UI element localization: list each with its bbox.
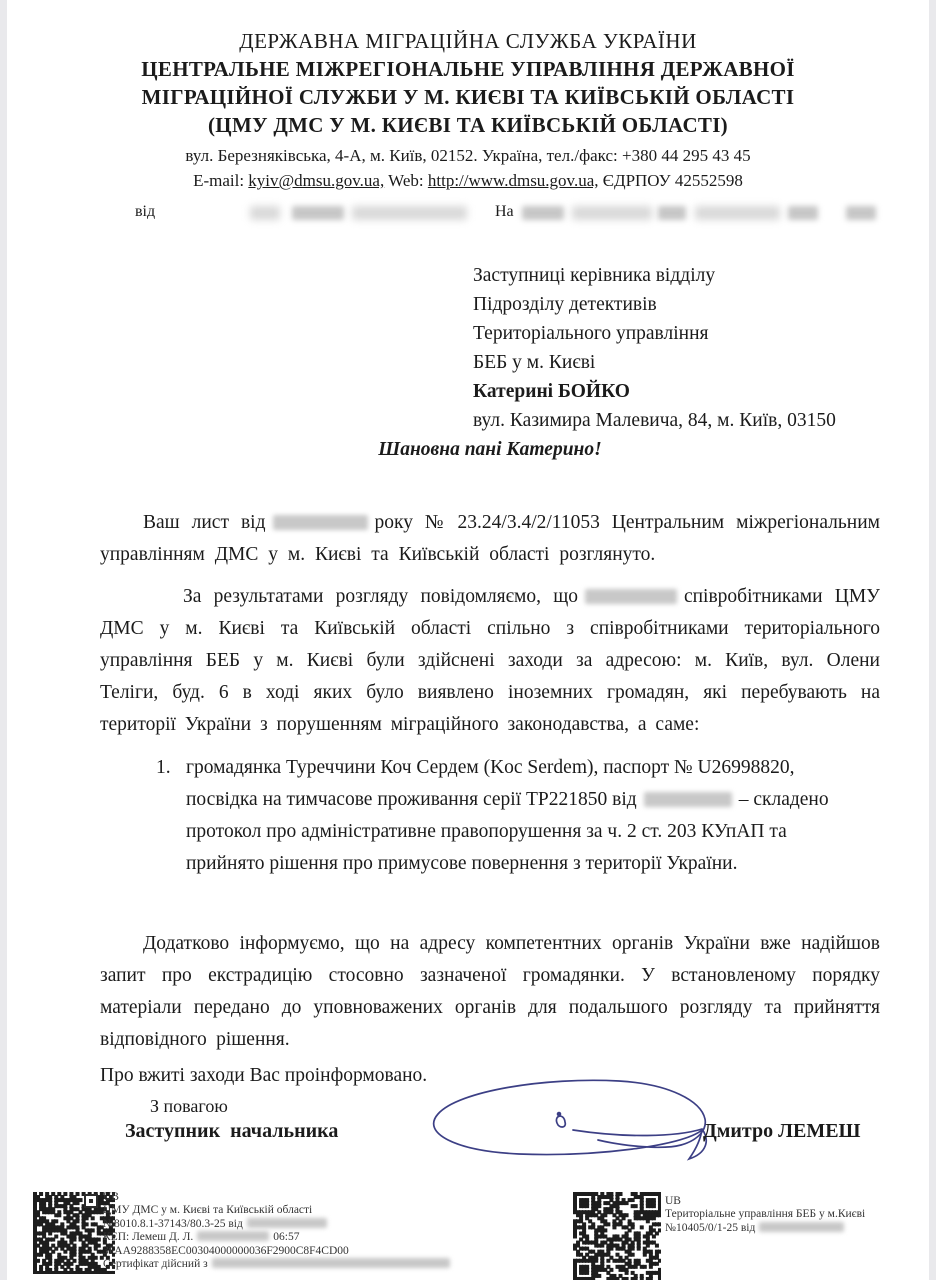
list-item-text <box>186 752 868 880</box>
redaction-blob <box>788 206 818 220</box>
redaction-blob <box>197 1231 269 1241</box>
addressee-line: Заступниці керівника відділу <box>473 265 716 286</box>
redaction-blob <box>846 206 876 220</box>
addressee-block <box>473 261 893 435</box>
stamp-org-code: UB <box>665 1195 681 1207</box>
email-label: E-mail: <box>193 171 249 190</box>
stamp-text: №8010.8.1-37143/80.3-25 від <box>103 1217 243 1230</box>
paragraph-intro <box>100 507 880 571</box>
stamp-org-name: ЦМУ ДМС у м. Києві та Київській області <box>103 1204 313 1217</box>
stamp-doc-number <box>103 1218 473 1231</box>
department-name-line1: ЦЕНТРАЛЬНЕ МІЖРЕГІОНАЛЬНЕ УПРАВЛІННЯ ДЕРЖАВНОЇ <box>141 57 795 81</box>
stamp-org-name: Територіальне управління БЕБ у м.Києві <box>665 1208 866 1221</box>
web-label: Web: <box>384 171 428 190</box>
handwritten-signature <box>413 1070 725 1168</box>
redaction-blob <box>658 206 686 220</box>
salutation: Шановна пані Катерино! <box>378 439 602 460</box>
redaction-blob <box>695 206 780 220</box>
addressee-line: БЕБ у м. Києві <box>473 352 596 373</box>
letterhead-contacts <box>63 168 873 193</box>
mini-square-code-icon <box>84 1194 98 1208</box>
paragraph-text: року № 23.24/3.4/2/11053 Центральним міжрегіональним управлінням ДМС у м. Києві та Київській області розглянуто. <box>100 511 880 565</box>
department-abbreviation: (ЦМУ ДМС У М. КИЄВІ ТА КИЇВСЬКІЙ ОБЛАСТІ) <box>208 113 728 137</box>
redaction-blob <box>644 792 732 807</box>
paragraph-findings <box>100 581 880 741</box>
stamp-kep-line <box>103 1231 473 1244</box>
letterhead <box>63 28 873 193</box>
redaction-blob <box>522 206 564 220</box>
closing-phrase: З повагою <box>150 1096 228 1116</box>
stamp-text: Сертифікат дійсний з <box>103 1258 208 1271</box>
stamp-text: КЕП: Лемеш Д. Л. <box>103 1231 194 1244</box>
list-item-number: 1. <box>156 757 171 778</box>
addressee-name: Катерині БОЙКО <box>473 381 630 402</box>
paragraph-extradition: Додатково інформуємо, що на адресу компетентних органів України вже надійшов запит про екстрадицію стосовно зазначеної громадянки. У встановленому порядку матеріали передано до уповноважених органів для подальшого розгляду та прийняття відповідного рішення. <box>100 932 880 1050</box>
redaction-blob <box>212 1258 450 1268</box>
stamp-hash: 3FAA9288358EC00304000000036F2900C8F4CD00 <box>103 1244 349 1257</box>
redaction-blob <box>572 206 652 220</box>
paragraph-text: Ваш лист від <box>143 511 266 533</box>
addressee-address: вул. Казимира Малевича, 84, м. Київ, 03150 <box>473 410 836 431</box>
stamp-kep-time: 06:57 <box>273 1231 300 1244</box>
agency-name: ДЕРЖАВНА МІГРАЦІЙНА СЛУЖБА УКРАЇНИ <box>239 29 697 53</box>
paragraph-text: співробітниками ЦМУ ДМС у м. Києві та Київській області спільно з співробітниками територіального управління БЕБ у м. Києві були здійснені заходи за адресою: м. Київ, вул. Олени Теліги, буд. 6 в ході яких було виявлено іноземних громадян, які перебувають на території України з порушенням міграційного законодавства, а саме: <box>100 585 880 735</box>
right-stamp-text <box>665 1195 935 1235</box>
ref-to-label: На <box>495 203 514 220</box>
redaction-blob <box>247 1218 327 1228</box>
redaction-blob <box>292 206 344 220</box>
email-link[interactable]: kyiv@dmsu.gov.ua, <box>248 171 385 190</box>
qr-code-icon <box>573 1192 661 1280</box>
stamp-org-code: UB <box>103 1191 119 1203</box>
stamp-text: №10405/0/1-25 від <box>665 1221 756 1234</box>
letterhead-address: вул. Березняківська, 4-А, м. Київ, 02152. Україна, тел./факс: +380 44 295 43 45 <box>185 146 751 165</box>
list-item-citizen <box>156 752 868 880</box>
website-link[interactable]: http://www.dmsu.gov.ua, <box>427 171 599 190</box>
scan-edge-right <box>929 0 936 1280</box>
edrpou-number: ЄДРПОУ 42552598 <box>598 171 743 190</box>
paragraph-text: За результатами розгляду повідомляємо, що <box>183 585 578 607</box>
scan-edge-left <box>0 0 7 1280</box>
paragraph-text: – складено протокол про адміністративне правопорушення за ч. 2 ст. 203 КУпАП та прийнято рішення про примусове повернення з території України. <box>186 789 829 874</box>
addressee-line: Підрозділу детективів <box>473 294 657 315</box>
redaction-blob <box>273 515 368 530</box>
paragraph-text: громадянка Туреччини Коч Сердем (Koc Serdem), паспорт № U26998820, посвідка на тимчасове проживання серії ТР221850 від <box>186 757 795 810</box>
reference-line <box>0 203 936 225</box>
signer-name: Дмитро ЛЕМЕШ <box>703 1120 861 1142</box>
left-stamp-text <box>103 1191 473 1271</box>
stamp-cert-line <box>103 1258 473 1271</box>
redaction-blob <box>352 206 467 220</box>
redaction-blob <box>585 589 677 604</box>
paragraph-closing-note: Про вжиті заходи Вас проінформовано. <box>100 1064 428 1086</box>
addressee-line: Територіального управління <box>473 323 709 344</box>
stamp-doc-number <box>665 1222 935 1235</box>
signer-position: Заступник начальника <box>125 1120 339 1142</box>
department-name-line2: МІГРАЦІЙНОЇ СЛУЖБИ У М. КИЄВІ ТА КИЇВСЬКІЙ ОБЛАСТІ <box>141 85 795 109</box>
redaction-blob <box>759 1222 844 1232</box>
redaction-blob <box>250 206 280 220</box>
ref-from-label: від <box>135 203 156 220</box>
